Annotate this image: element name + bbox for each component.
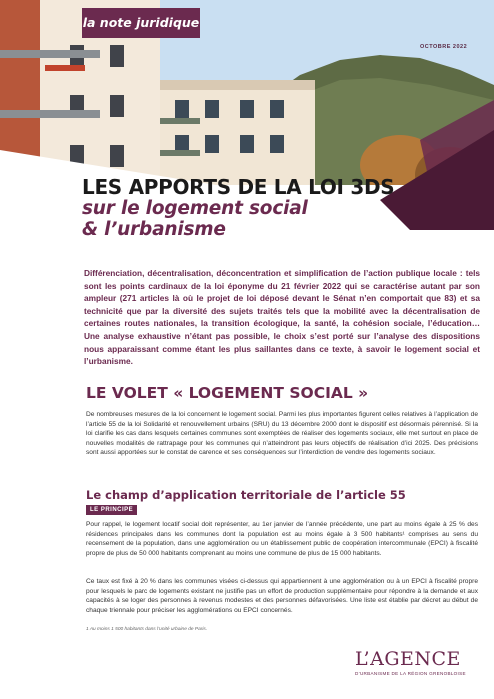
intro-paragraph: Différenciation, décentralisation, déconcentration et simplification de l’action publique locale : tels sont les points cardinaux de la loi éponyme du 21 février 2022 qui se caractérise autant par son ampleur (271 articles là où le projet de loi déposé devant le Sénat n’en comportait que 83) et sa technicité que par la diversité des sujets traités tels que la mobilité avec la décentralisation de certaines routes nationales, la transition écologique, la santé, la cohésion sociale, l’éducation… Une analyse exhaustive n’étant pas possible, le choix s’est porté sur l’analyse des dispositions nous apparaissant comme étant les plus saillantes dans ce texte, à savoir le logement social et l’urbanisme. — [84, 268, 480, 367]
title-line-3: & l’urbanisme — [82, 219, 226, 240]
logo-subtitle: D’URBANISME DE LA RÉGION GRENOBLOISE — [355, 671, 466, 676]
principe-label: LE PRINCIPE — [86, 505, 137, 515]
publication-date: OCTOBRE 2022 — [420, 44, 468, 50]
section1-paragraph: De nombreuses mesures de la loi concernent le logement social. Parmi les plus importantes figurent celles relatives à l’application de l’article 55 de la loi Solidarité et renouvellement urbains (SRU) du 13 décembre 2000 dont le dispositif est désormais pérennisé. Si la loi clarifie les cas dans lesquels certaines communes sont exemptées de réaliser des logements sociaux, elle met surtout en place de nouvelles modalités de rattrapage pour les communes qui n’atteindront pas leurs objectifs de réalisation d’ici 2025. Des précisions sont aussi apportées sur le constat de carence et ses conséquences sur l’interdiction de vendre des logements sociaux. — [86, 411, 478, 457]
title-line-1: LES APPORTS DE LA LOI 3DS — [82, 175, 395, 199]
footnote: 1 Au moins 1 500 habitants dans l’unité urbaine de Paris. — [86, 627, 208, 632]
title-block — [82, 176, 482, 240]
section2-paragraph-1: Pour rappel, le logement locatif social doit représenter, au 1er janvier de l’année précédente, une part au moins égale à 25 % des résidences principales dans les communes dont la population est au moins égale à 3 500 habitants¹ comprises au sens du recensement de la population, dans une agglomération ou un établissement public de coopération intercommunale (EPCI) à fiscalité propre de plus de 50 000 habitants comprenant au moins une commune de plus de 15 000 habitants. — [86, 521, 478, 557]
section2-paragraph-2: Ce taux est fixé à 20 % dans les communes visées ci-dessus qui appartiennent à une agglomération ou à un EPCI à fiscalité propre pour lesquels le parc de logements existant ne justifie pas un effort de production supplémentaire pour répondre à la demande et aux capacités à se loger des personnes à revenus modestes et des personnes défavorisées. Une liste est établie par décret au début de chaque triennale pour préciser les agglomérations ou EPCI concernés. — [86, 578, 478, 614]
title-line-2: sur le logement social — [82, 198, 308, 219]
agence-logo — [355, 648, 485, 676]
subsection-heading-article-55: Le champ d’application territoriale de l’article 55 — [86, 488, 406, 502]
section-heading-logement-social: LE VOLET « LOGEMENT SOCIAL » — [86, 384, 369, 402]
logo-wordmark: L’AGENCE — [355, 648, 461, 670]
document-type-tag: la note juridique — [82, 8, 200, 38]
